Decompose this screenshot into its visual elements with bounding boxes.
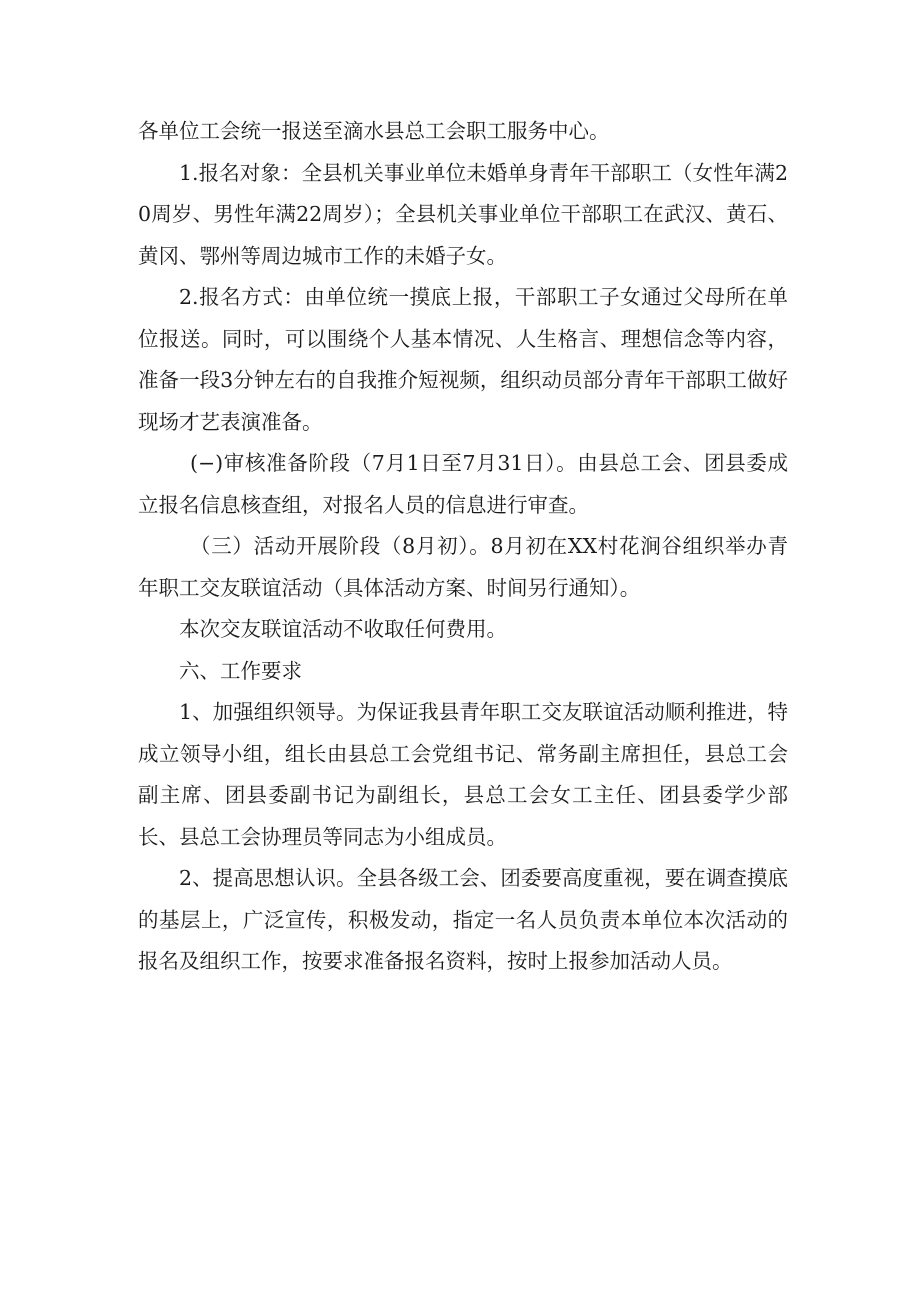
paragraph-report-channel: 各单位工会统一报送至滴水县总工会职工服务中心。 bbox=[138, 119, 610, 143]
paragraph-activity-stage: （三）活动开展阶段（8月初）。8月初在XX村花涧谷组织举办青年职工交友联谊活动（具体活动方案、时间另行通知）。 bbox=[138, 534, 788, 600]
paragraph-review-stage: (−)审核准备阶段（7月1日至7月31日）。由县总工会、团县委成立报名信息核查组，对报名人员的信息进行审查。 bbox=[138, 451, 788, 517]
paragraph-free-of-charge: 本次交友联谊活动不收取任何费用。 bbox=[179, 617, 507, 641]
section-heading-work-requirements: 六、工作要求 bbox=[179, 658, 302, 683]
paragraph-awareness: 2、提高思想认识。全县各级工会、团委要高度重视，要在调查摸底的基层上，广泛宣传，积极发动，指定一名人员负责本单位本次活动的报名及组织工作，按要求准备报名资料，按时上报参加活动人员。 bbox=[138, 866, 788, 973]
paragraph-registration-target: 1.报名对象：全县机关事业单位未婚单身青年干部职工（女性年满20周岁、男性年满22周岁）；全县机关事业单位干部职工在武汉、黄石、黄冈、鄂州等周边城市工作的未婚子女。 bbox=[138, 160, 788, 268]
paragraph-leadership: 1、加强组织领导。为保证我县青年职工交友联谊活动顺利推进，特成立领导小组，组长由县总工会党组书记、常务副主席担任，县总工会副主席、团县委副书记为副组长，县总工会女工主任、团县委学少部长、县总工会协理员等同志为小组成员。 bbox=[138, 700, 788, 849]
paragraph-registration-method: 2.报名方式：由单位统一摸底上报，干部职工子女通过父母所在单位报送。同时，可以围绕个人基本情况、人生格言、理想信念等内容，准备一段3分钟左右的自我推介短视频，组织动员部分青年干部职工做好现场才艺表演准备。 bbox=[138, 285, 788, 434]
document-body bbox=[138, 111, 788, 983]
